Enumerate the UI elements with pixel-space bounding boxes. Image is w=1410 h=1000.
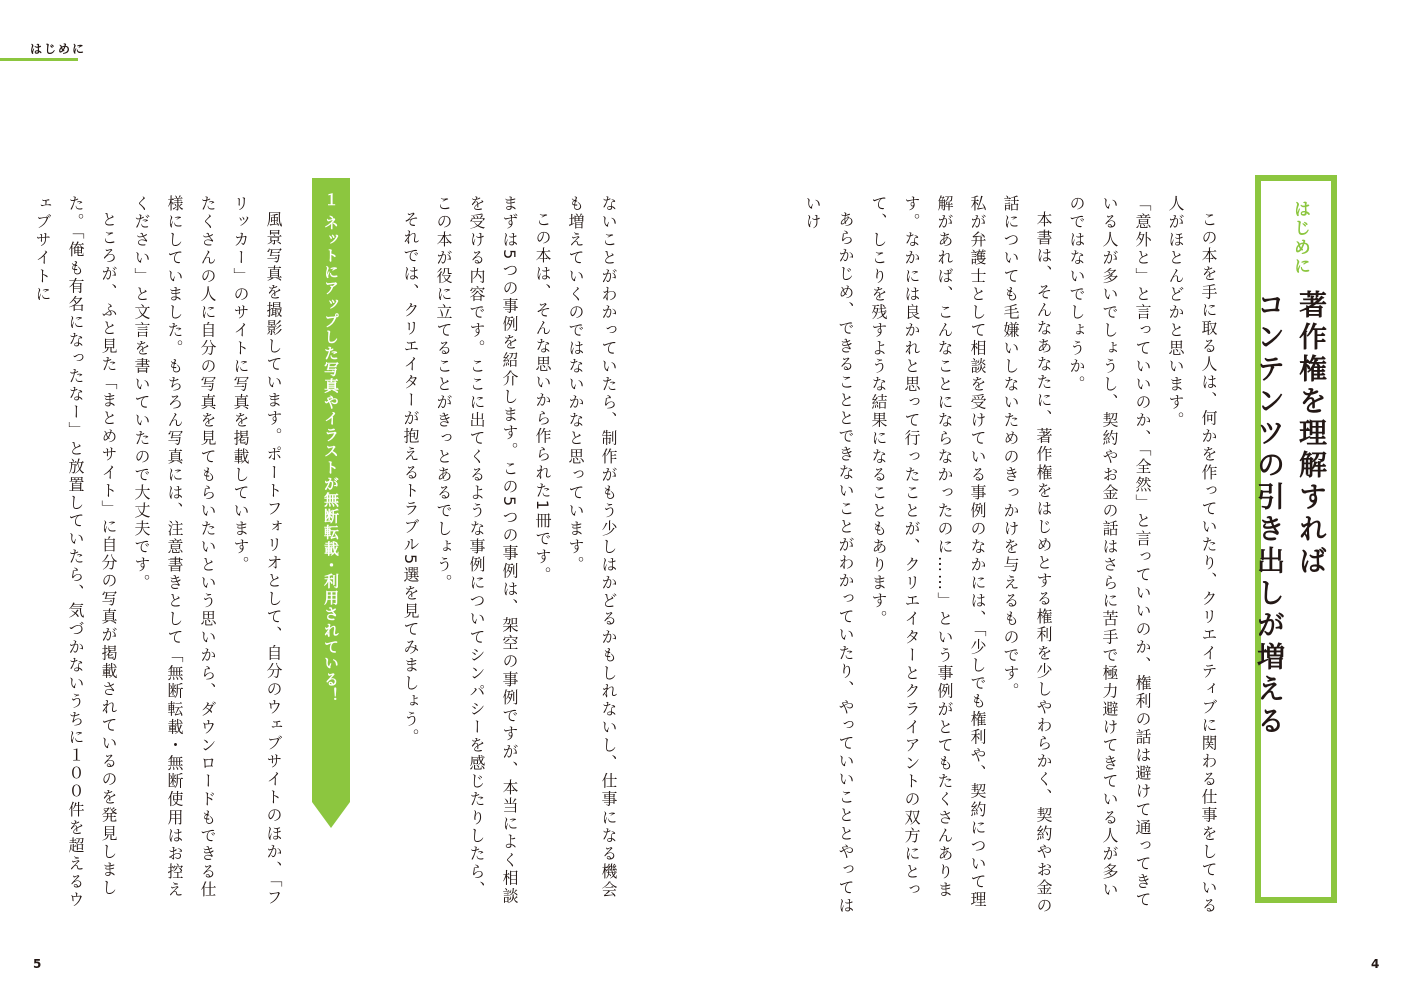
paragraph: ないことがわかっていたら、制作がもう少しはかどるかもしれないし、仕事になる機会も増えていくのではないかなと思っています。	[566, 195, 618, 899]
paragraph: ところが、ふと見た「まとめサイト」に自分の写真が掲載されているのを発見しました。「俺も有名になったなー」と放置していたら、気づかないうちに１００件を超えるウェブサイトに	[33, 195, 118, 909]
paragraph: 私が弁護士として相談を受けている事例のなかには、「少しでも権利や、契約について理解があれば、こんなことにならなかったのに……」という事例がとてもたくさんあります。なかには良かれと思って行ったことが、クリエイターとクライアントの双方にとって、しこりを残すような結果になることもあります。	[869, 195, 987, 909]
right-page-body	[790, 195, 1225, 915]
paragraph: この本は、そんな思いから作られた1冊です。	[533, 211, 552, 585]
paragraph: たくさんの人に自分の写真を見てもらいたいという思いから、ダウンロードもできる仕様にしていました。もちろん写真には、注意書きとして「無断転載・無断使用はお控えください」と文言を書いていたので大丈夫です。	[132, 195, 217, 899]
page-number-right: 4	[1371, 957, 1380, 971]
running-header: はじめに	[30, 42, 87, 56]
header-rule	[0, 58, 78, 61]
paragraph: 本書は、そんなあなたに、著作権をはじめとする権利を少しやわらかく、契約やお金の話についても毛嫌いしないためのきっかけを与えるものです。	[1001, 195, 1053, 915]
section-heading: １ ネットにアップした写真やイラストが無断転載・利用されている！	[322, 192, 340, 704]
page-number-left: 5	[33, 957, 42, 971]
left-page-body	[385, 195, 625, 915]
paragraph: あらかじめ、できることとできないことがわかっていたり、やっていいこととやってはいけ	[803, 195, 855, 915]
paragraph: この本を手に取る人は、何かを作っていたり、クリエイティブに関わる仕事をしている人がほとんどかと思います。	[1166, 195, 1218, 915]
section-body	[33, 195, 290, 915]
paragraph: 風景写真を撮影しています。ポートフォリオとして、自分のウェブサイトのほか、「フリッカー」のサイトに写真を掲載しています。	[231, 195, 283, 907]
chapter-title: 著作権を理解すれば コンテンツの引き出しが増える	[1253, 290, 1328, 738]
paragraph: 「意外と」と言っていいのか、「全然」と言っていいのか、権利の話は避けて通ってきている人が多いでしょうし、契約やお金の話はさらに苦手で極力避けてきている人が多いのではないでしょうか。	[1067, 195, 1152, 909]
chapter-tag: はじめに	[1290, 200, 1310, 276]
paragraph: まずは5つの事例を紹介します。この5つの事例は、架空の事例ですが、本当によく相談を受ける内容です。ここに出てくるような事例についてシンパシーを感じたりしたら、この本が役に立てることがきっとあるでしょう。	[434, 195, 519, 906]
paragraph: それでは、クリエイターが抱えるトラブル5選を見てみましょう。	[401, 211, 420, 747]
